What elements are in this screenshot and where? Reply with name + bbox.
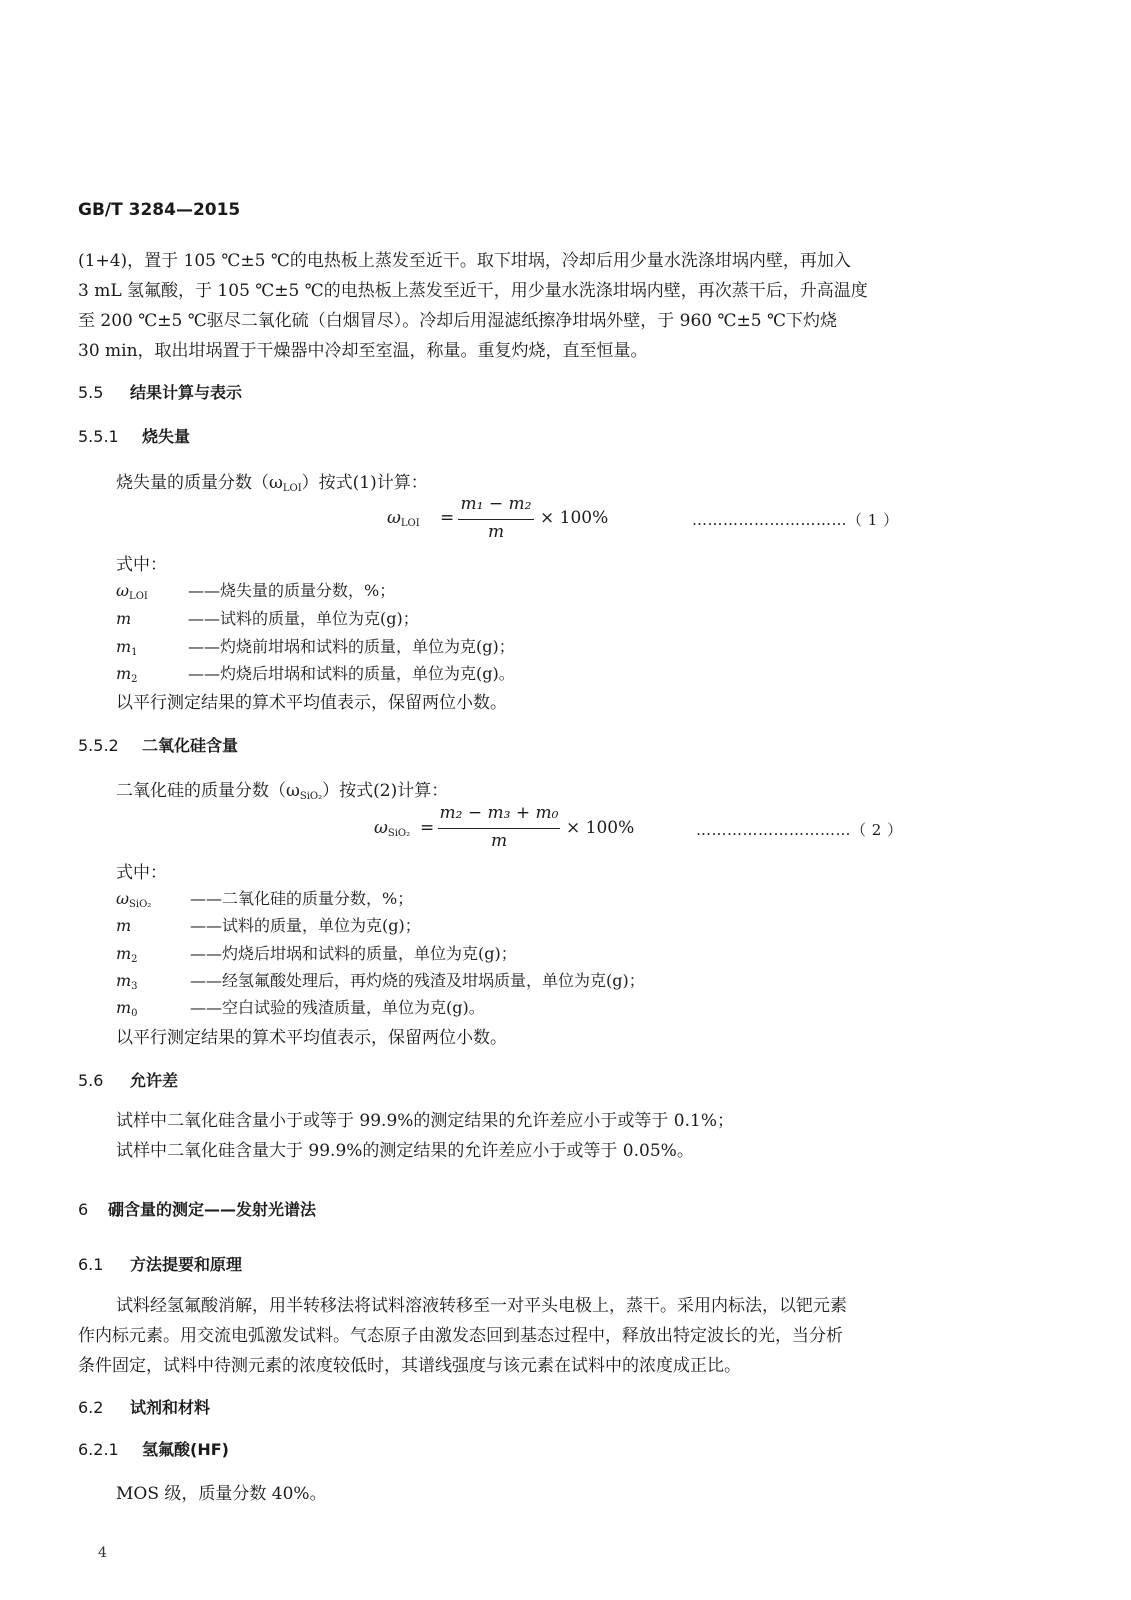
section-number: 5.5 (78, 383, 104, 402)
section-5-5-2-heading (78, 733, 238, 756)
tolerance-line: 试样中二氧化硅含量小于或等于 99.9%的测定结果的允许差应小于或等于 0.1%； (116, 1111, 735, 1131)
section-6-2-heading (78, 1395, 210, 1418)
section-title: 结果计算与表示 (130, 383, 243, 402)
equation-denominator: m (490, 831, 508, 851)
equation-lhs: ωSiO₂ (374, 818, 411, 839)
tolerance-line: 试样中二氧化硅含量大于 99.9%的测定结果的允许差应小于或等于 0.05%。 (116, 1141, 694, 1161)
section-title: 硼含量的测定——发射光谱法 (108, 1200, 317, 1219)
section-number: 6.2 (78, 1398, 104, 1417)
section-6-2-1-heading (78, 1437, 229, 1460)
equation-factor: × 100% (540, 508, 609, 528)
principle-line: 条件固定，试料中待测元素的浓度较低时，其谱线强度与该元素在试料中的浓度成正比。 (78, 1356, 741, 1376)
intro-paragraph (78, 246, 868, 366)
section-number: 5.6 (78, 1071, 104, 1090)
lead-text-a: 二氧化硅的质量分数（ω (116, 781, 300, 801)
variable-row: m ——试料的质量，单位为克(g)； (116, 916, 421, 935)
variable-row: m ——试料的质量，单位为克(g)； (116, 609, 419, 628)
principle-line: 作内标元素。用交流电弧激发试料。气态原子由激发态回到基态过程中，释放出特定波长的光，当分析 (78, 1326, 843, 1346)
fraction-bar (458, 519, 534, 520)
variable-row: m3 ——经氢氟酸处理后，再灼烧的残渣及坩埚质量，单位为克(g)； (116, 971, 645, 992)
lead-text-b: ）按式(2)计算： (322, 781, 449, 801)
section-5-6-heading (78, 1068, 178, 1091)
equation-number: …………………………（ 1 ） (692, 511, 899, 529)
section-title: 试剂和材料 (130, 1398, 211, 1417)
sio2-lead-text (116, 776, 448, 801)
fraction-bar (438, 828, 560, 829)
section-5-5-1-heading (78, 424, 190, 447)
section-6-heading (78, 1197, 316, 1220)
where-label: 式中： (116, 555, 167, 575)
section-title: 二氧化硅含量 (142, 736, 239, 755)
intro-line: 3 mL 氢氟酸，于 105 ℃±5 ℃的电热板上蒸发至近干，用少量水洗涤坩埚内壁，再次蒸干后，升高温度 (78, 281, 868, 301)
intro-line: 30 min，取出坩埚置于干燥器中冷却至室温，称量。重复灼烧，直至恒量。 (78, 341, 648, 361)
loi-lead-text (116, 468, 428, 493)
variable-row: m0 ——空白试验的残渣质量，单位为克(g)。 (116, 998, 485, 1019)
equation-equals: = (440, 508, 455, 528)
rounding-note: 以平行测定结果的算术平均值表示，保留两位小数。 (116, 1028, 507, 1048)
principle-line: 试料经氢氟酸消解，用半转移法将试料溶液转移至一对平头电极上，蒸干。采用内标法，以钯元素 (116, 1296, 847, 1316)
intro-line: (1+4)，置于 105 ℃±5 ℃的电热板上蒸发至近干。取下坩埚，冷却后用少量水洗涤坩埚内壁，再加入 (78, 251, 851, 271)
page-number: 4 (98, 1545, 107, 1561)
section-title: 允许差 (130, 1071, 179, 1090)
principle-paragraph (78, 1291, 847, 1381)
equation-lhs: ωLOI (387, 508, 420, 529)
equation-numerator: m₁ − m₂ (460, 494, 532, 514)
variable-row: m1 ——灼烧前坩埚和试料的质量，单位为克(g)； (116, 637, 515, 658)
equation-factor: × 100% (566, 818, 635, 838)
tolerance-paragraph (116, 1106, 734, 1166)
equation-denominator: m (487, 522, 505, 542)
section-title: 方法提要和原理 (130, 1255, 243, 1274)
lead-text-b: ）按式(1)计算： (301, 473, 428, 493)
where-label: 式中： (116, 863, 167, 883)
section-6-1-heading (78, 1252, 242, 1275)
section-title: 烧失量 (142, 427, 191, 446)
variable-row: m2 ——灼烧后坩埚和试料的质量，单位为克(g)。 (116, 664, 515, 685)
equation-number: …………………………（ 2 ） (696, 821, 903, 839)
hf-spec-line: MOS 级，质量分数 40%。 (116, 1484, 327, 1504)
section-number: 5.5.2 (78, 736, 119, 755)
equation-numerator: m₂ − m₃ + m₀ (439, 803, 559, 823)
variable-row: m2 ——灼烧后坩埚和试料的质量，单位为克(g)； (116, 944, 517, 965)
section-number: 5.5.1 (78, 427, 119, 446)
section-number: 6.1 (78, 1255, 104, 1274)
section-title: 氢氟酸(HF) (142, 1440, 229, 1459)
lead-subscript: SiO₂ (299, 791, 323, 802)
section-number: 6 (78, 1200, 89, 1219)
intro-line: 至 200 ℃±5 ℃驱尽二氧化硫（白烟冒尽）。冷却后用湿滤纸擦净坩埚外壁，于 960 ℃±5 ℃下灼烧 (78, 311, 838, 331)
lead-text-a: 烧失量的质量分数（ω (116, 473, 283, 493)
equation-equals: = (420, 818, 435, 838)
rounding-note: 以平行测定结果的算术平均值表示，保留两位小数。 (116, 693, 507, 713)
variable-row: ωSiO₂ ——二氧化硅的质量分数，%； (116, 889, 414, 910)
lead-subscript: LOI (282, 483, 302, 494)
standard-code: GB/T 3284—2015 (78, 200, 241, 220)
section-5-5-heading (78, 380, 242, 403)
section-number: 6.2.1 (78, 1440, 119, 1459)
variable-row: ωLOI ——烧失量的质量分数，%； (116, 581, 396, 602)
